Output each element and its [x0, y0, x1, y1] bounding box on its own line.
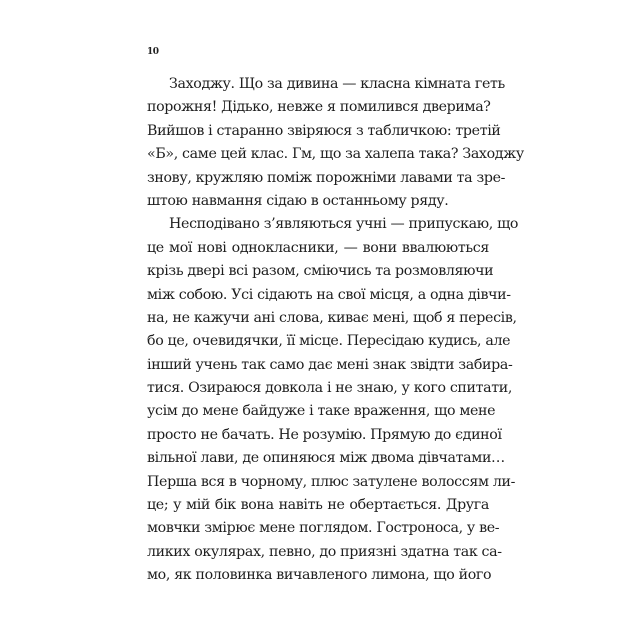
text-line: знову, кружляю поміж порожніми лавами та зре-: [147, 169, 506, 186]
text-line: вільної лави, де опиняюся між двома дівчатами…: [147, 450, 505, 467]
text-line: інший учень так само дає мені знак звідти забира-: [147, 356, 513, 373]
text-line: мо, як половинка вичавленого лимона, що його: [147, 567, 492, 584]
text-line: Несподівано з’являються учні — припускаю, що: [169, 216, 519, 233]
text-line: просто не бачать. Не розумію. Прямую до єдиної: [147, 426, 502, 443]
text-line: Вийшов і старанно звіряюся з табличкою: третій: [147, 122, 501, 139]
body-text: [147, 73, 524, 588]
text-line: це мої нові однокласники, — вони ввалюються: [147, 239, 489, 256]
page-number: 10: [147, 47, 159, 57]
text-line: штою навмання сідаю в останньому ряду.: [147, 192, 449, 209]
text-line: тися. Озираюся довкола і не знаю, у кого спитати,: [147, 380, 513, 397]
text-line: Заходжу. Що за дивина — класна кімната геть: [169, 76, 505, 92]
text-line: усім до мене байдуже і таке враження, що мене: [147, 403, 496, 420]
text-line: крізь двері всі разом, сміючись та розмовляючи: [147, 263, 494, 280]
text-line: бо це, очевидячки, її місце. Пересідаю кудись, але: [147, 333, 511, 350]
text-line: порожня! Дідько, невже я помилився дверима?: [147, 99, 491, 116]
text-line: на, не кажучи ані слова, киває мені, щоб я пересів,: [147, 309, 517, 326]
text-line: «Б», саме цей клас. Гм, що за халепа така? Заходжу: [147, 146, 524, 163]
text-line: це; у мій бік вона навіть не обертається. Друга: [147, 497, 489, 514]
text-line: Перша вся в чорному, плюс затулене волоссям ли-: [147, 473, 516, 490]
text-line: ликих окулярах, певно, до приязні здатна так са-: [147, 543, 502, 560]
text-line: мовчки змірює мене поглядом. Гостроноса, у ве-: [147, 520, 500, 537]
text-line: між собою. Усі сідають на свої місця, а одна дівчи-: [147, 286, 511, 303]
